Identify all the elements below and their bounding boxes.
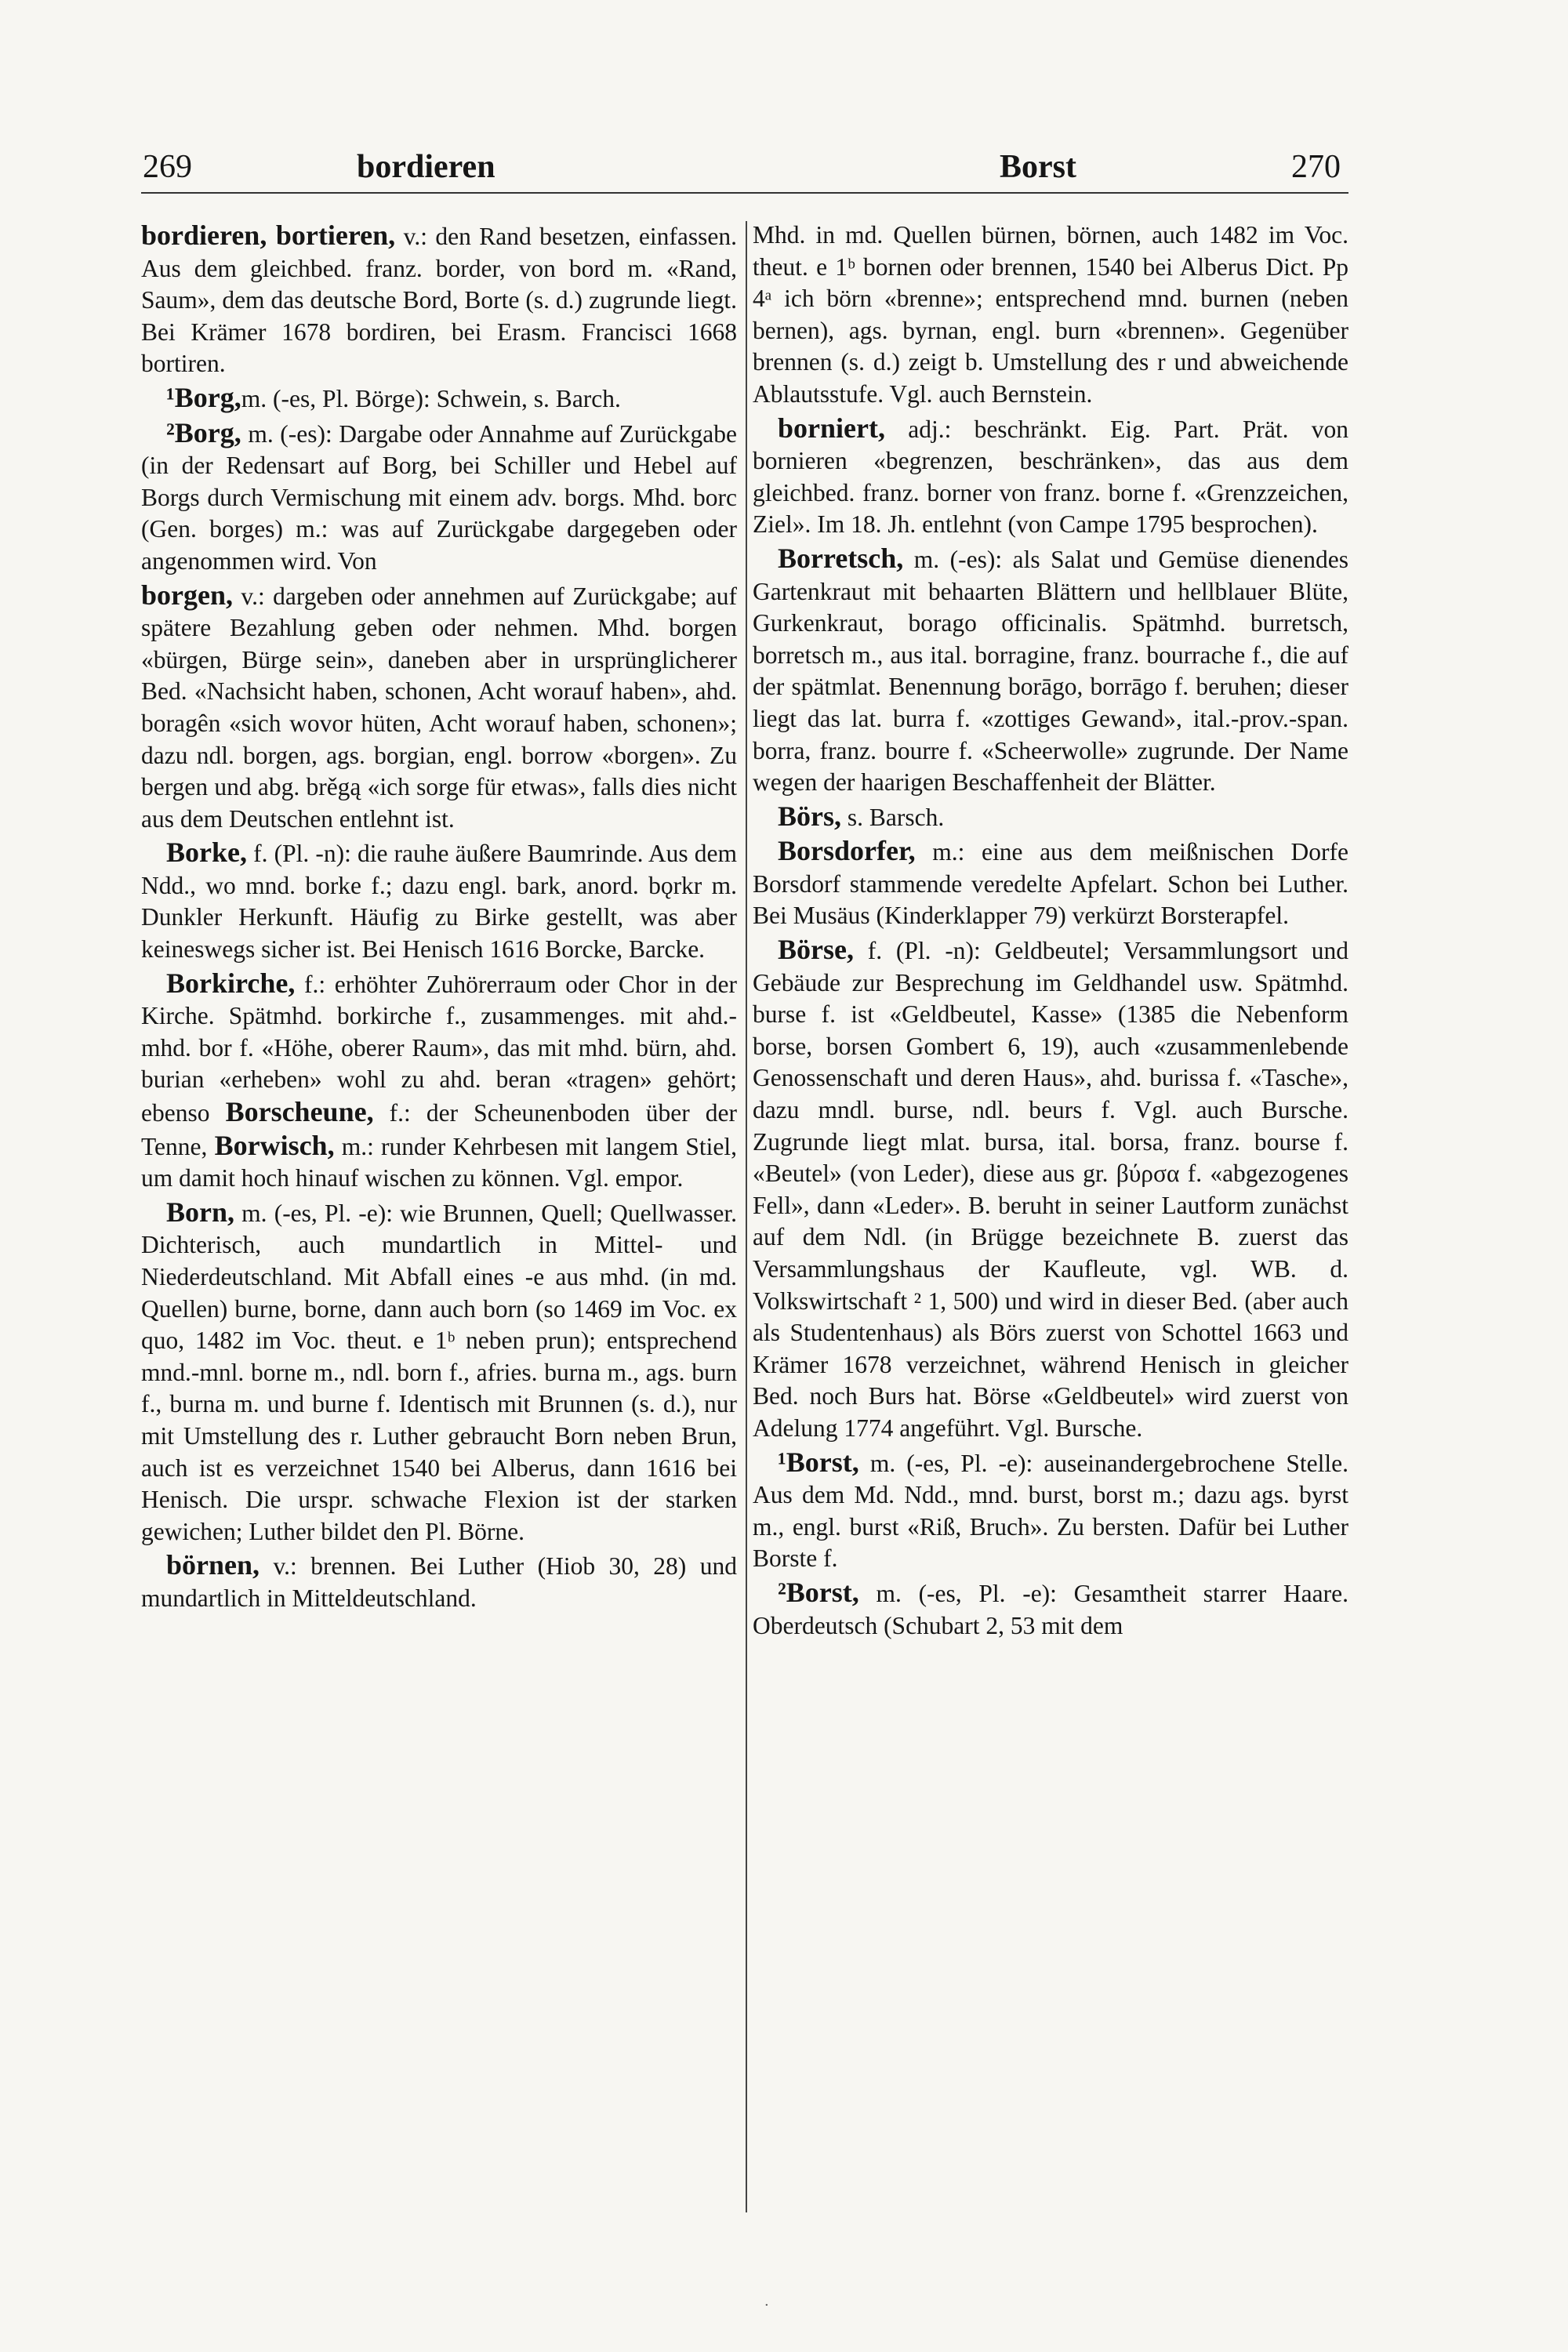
entry-text: f.: erhöhter Zuhörerraum oder Chor in der Kirche. Spätmhd. borkirche f., zusammenges. mit ahd.-mhd. bor f. «Höhe, oberer Raum», das mit mhd. bürn, ahd. burian «erheben» wohl zu ahd. beran «tragen» gehört; ebenso (141, 970, 737, 1127)
entry (141, 417, 737, 578)
entry-text: Mhd. in md. Quellen bürnen, börnen, auch 1482 im Voc. theut. e 1ᵇ bornen oder brennen, 1540 bei Alberus Dict. Pp 4ᵃ ich börn «brenne»; entsprechend mnd. burnen (neben bernen), ags. byrnan, engl. burn «brennen». Gegenüber brennen (s. d.) zeigt b. Umstellung des r und abweichende Ablautsstufe. Vgl. auch Bernstein. (753, 221, 1348, 408)
entry-text: m.: runder Kehrbesen mit langem Stiel, um damit hoch hinauf wischen zu können. Vgl. empor. (141, 1132, 738, 1192)
entry-lemma: borniert, (778, 412, 885, 444)
entry-text: m. (-es, Pl. -e): auseinandergebrochene Stelle. Aus dem Md. Ndd., mnd. burst, borst m.; dazu ags. byrst m., engl. burst «Riß, Bruch». Zu bersten. Dafür bei Luther Borste f. (753, 1449, 1348, 1573)
entry-text: m. (-es): als Salat und Gemüse dienendes Gartenkraut mit behaarten Blättern und hellblauer Blüte, Gurkenkraut, borago officinalis. Spätmhd. burretsch, borretsch m., aus ital. borragine, franz. bourrache f., die auf der spätmlat. Benennung borāgo, borrāgo f. beruhen; dieser liegt das lat. burra f. «zottiges Gewand», ital.-prov.-span. borra, franz. bourre f. «Scheerwolle» zugrunde. Der Name wegen der haarigen Beschaffenheit der Blätter. (753, 545, 1348, 797)
running-headword-left: bordieren (357, 149, 495, 185)
entry (753, 220, 1348, 411)
entry-text: f.: der Scheunenboden über der Tenne, (141, 1099, 737, 1160)
entry (141, 382, 737, 416)
entry-text: v.: brennen. Bei Luther (Hiob 30, 28) und mundartlich in Mitteldeutschland. (141, 1552, 737, 1612)
entry (141, 967, 737, 1195)
entry-lemma: Borwisch, (214, 1129, 335, 1161)
entry (753, 1577, 1348, 1642)
entry (753, 800, 1348, 834)
entry-text: m. (-es, Pl. -e): wie Brunnen, Quell; Quellwasser. Dichterisch, auch mundartlich in Mittel- und Niederdeutschland. Mit Abfall eines -e aus mhd. (in md. Quellen) burne, borne, dann auch born (so 1469 im Voc. ex quo, 1482 im Voc. theut. e 1ᵇ neben prun); entsprechend mnd.-mnl. borne m., ndl. born f., afries. burna m., ags. burn f., burna m. und burne f. Identisch mit Brunnen (s. d.), nur mit Umstellung des r. Luther gebraucht Born neben Brun, auch ist es verzeichnet 1540 bei Alberus, dann 1616 bei Henisch. Die urspr. schwache Flexion ist der starken gewichen; Luther bildet den Pl. Börne. (141, 1199, 737, 1545)
entry-text: m. (-es, Pl. Börge): Schwein, s. Barch. (241, 384, 621, 412)
entry-lemma: bordieren, bortieren, (141, 220, 396, 251)
entry-text: adj.: beschränkt. Eig. Part. Prät. von bornieren «begrenzen, beschränken», das aus dem gleichbed. franz. borner von franz. borne f. «Grenzzeichen, Ziel». Im 18. Jh. entlehnt (von Campe 1795 besprochen). (753, 415, 1348, 539)
left-column (141, 220, 737, 1617)
entry-lemma: Börs, (778, 800, 841, 832)
entry-text: m.: eine aus dem meißnischen Dorfe Borsdorf stammende veredelte Apfelart. Schon bei Luther. Bei Musäus (Kinderklapper 79) verkürzt Borsterapfel. (753, 838, 1348, 930)
column-divider (746, 221, 747, 2212)
entry-lemma: Borke, (166, 837, 247, 869)
entry-text: m. (-es): Dargabe oder Annahme auf Zurückgabe (in der Redensart auf Borg, bei Schiller und Hebel auf Borgs durch Vermischung mit einem adv. borgs. Mhd. borc (Gen. borges) m.: was auf Zurückgabe dargegeben oder angenommen wird. Von (141, 419, 737, 575)
entry (753, 835, 1348, 932)
entry-lemma: Börse, (778, 934, 854, 966)
entry-lemma: börnen, (166, 1549, 260, 1581)
entry-lemma: ¹Borst, (778, 1446, 859, 1478)
entry (141, 1196, 737, 1548)
entry-text: v.: dargeben oder annehmen auf Zurückgabe; auf spätere Bezahlung geben oder nehmen. Mhd. borgen «bürgen, Bürge sein», daneben aber in ursprünglicherer Bed. «Nachsicht haben, schonen, Acht worauf haben», ahd. boragên «sich wovor hüten, Acht worauf haben, schonen»; dazu ndl. borgen, ags. borgian, engl. borrow «borgen». Zu bergen und abg. brěgą «ich sorge für etwas», falls dies nicht aus dem Deutschen entlehnt ist. (141, 582, 737, 833)
entry-text: s. Barsch. (841, 803, 945, 831)
entry-lemma: ²Borst, (778, 1576, 859, 1608)
entry-lemma: Born, (166, 1196, 235, 1228)
entry-text: v.: den Rand besetzen, einfassen. Aus dem gleichbed. franz. border, von bord m. «Rand, Saum», dem das deutsche Bord, Borte (s. d.) zugrunde liegt. Bei Krämer 1678 bordiren, bei Erasm. Francisci 1668 bortiren. (141, 223, 737, 378)
entry (141, 579, 737, 836)
page-number-right: 270 (1291, 149, 1341, 185)
entry-text: f. (Pl. -n): Geldbeutel; Versammlungsort und Gebäude zur Besprechung im Geldhandel usw. Spätmhd. burse f. ist «Geldbeutel, Kasse» (1385 die Nebenform borse, borsen Gombert 6, 19), auch «zusammenlebende Genossenschaft und deren Haus», ahd. burissa f. «Tasche», dazu mndl. burse, ndl. beurs f. Vgl. auch Bursche. Zugrunde liegt mlat. bursa, ital. borsa, franz. bourse f. «Beutel» (von Leder), diese aus gr. βύρσα f. «abgezogenes Fell», dann «Leder». B. beruht in seiner Lautform zunächst auf dem Ndl. (in Brügge bezeichnete B. zuerst das Versammlungshaus der Kaufleute, vgl. WB. d. Volkswirtschaft ² 1, 500) und wird in dieser Bed. (aber auch als Studentenhaus) als Börs zuerst von Schottel 1663 und Krämer 1678 verzeichnet, während Henisch in gleicher Bed. noch Burs hat. Börse «Geldbeutel» wird zuerst von Adelung 1774 angeführt. Vgl. Bursche. (753, 937, 1348, 1442)
entry-lemma: borgen, (141, 579, 233, 611)
entry (141, 837, 737, 965)
entry-text: m. (-es, Pl. -e): Gesamtheit starrer Haare. Oberdeutsch (Schubart 2, 53 mit dem (753, 1579, 1348, 1639)
entry-lemma: Borsdorfer, (778, 835, 916, 867)
entry (753, 1446, 1348, 1575)
page-number-left: 269 (143, 149, 192, 185)
entry-text: f. (Pl. -n): die rauhe äußere Baumrinde. Aus dem Ndd., wo mnd. borke f.; dazu engl. bark, anord. bǫrkr m. Dunkler Herkunft. Häufig zu Birke gestellt, was aber keineswegs sicher ist. Bei Henisch 1616 Borcke, Barcke. (141, 840, 737, 964)
entry-lemma: ¹Borg, (166, 381, 241, 413)
entry (141, 220, 737, 380)
entry-lemma: Borkirche, (166, 967, 296, 999)
footer-mark: · (764, 2297, 769, 2314)
entry (753, 543, 1348, 799)
entry (753, 934, 1348, 1445)
entry (753, 412, 1348, 541)
entry-lemma: ²Borg, (166, 416, 241, 448)
page-header (141, 145, 1348, 194)
right-column (753, 220, 1348, 1643)
entry (141, 1549, 737, 1614)
entry-lemma: Borscheune, (225, 1096, 374, 1128)
entry-lemma: Borretsch, (778, 542, 904, 574)
running-headword-right: Borst (1000, 149, 1076, 185)
